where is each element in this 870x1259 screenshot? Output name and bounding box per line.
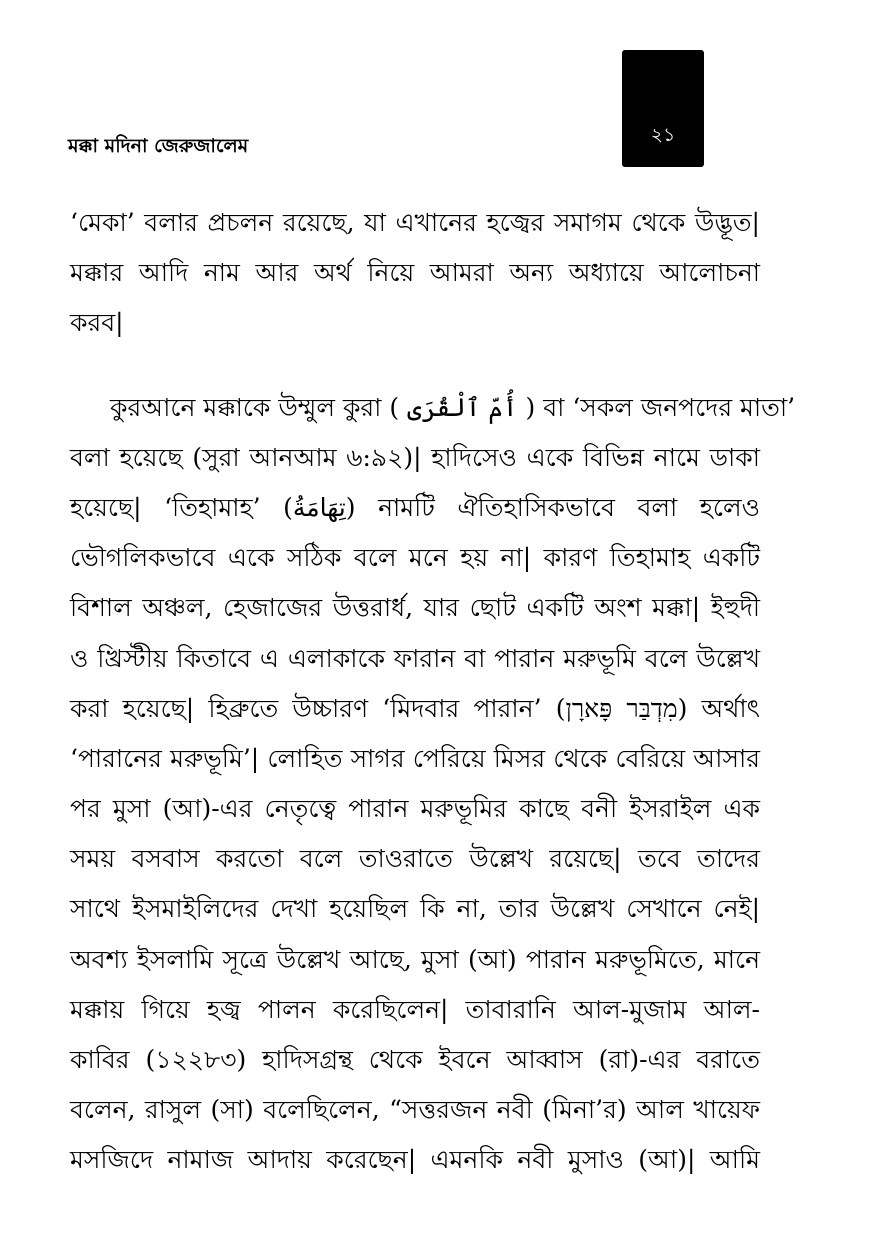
text-line: অবশ্য ইসলামি সূত্রে উল্লেখ আছে, মুসা (আ) পারান মরুভূমিতে, মানে — [70, 944, 760, 974]
paragraph-gap — [70, 349, 760, 383]
text-line: কুরআনে মক্কাকে উম্মুল কুরা ( أُمّ ٱلْقُرَى ) বা ‘সকল জনপদের মাতা’ — [110, 392, 796, 422]
text-line: হয়েছে| ‘তিহামাহ’ (تِهَامَةُ) নামটি ঐতিহাসিকভাবে বলা হলেও — [70, 492, 761, 522]
page-number: ২১ — [650, 124, 676, 146]
text-line: সাথে ইসমাইলিদের দেখা হয়েছিল কি না, তার উল্লেখ সেখানে নেই| — [70, 894, 760, 924]
paragraph — [70, 198, 760, 349]
running-title: মক্কা মদিনা জেরুজালেম — [68, 135, 249, 157]
text-line: পর মুসা (আ)-এর নেতৃত্বে পারান মরুভূমির কাছে বনী ইসরাইল এক — [70, 794, 760, 824]
text-line: ‘মেকা’ বলার প্রচলন রয়েছে, যা এখানের হজ্বের সমাগম থেকে উদ্ভূত| — [70, 208, 760, 237]
text-line: ভৌগলিকভাবে একে সঠিক বলে মনে হয় না| কারণ তিহামাহ একটি — [70, 543, 760, 573]
page-number-tab — [622, 50, 704, 167]
text-line: মসজিদে নামাজ আদায় করেছেন| এমনকি নবী মুসাও (আ)| আমি — [70, 1145, 760, 1175]
body-text — [70, 198, 796, 1186]
paragraph — [70, 383, 796, 1186]
text-line: কাবির (১২২৮৩) হাদিসগ্রন্থ থেকে ইবনে আব্বাস (রা)-এর বরাতে — [70, 1045, 760, 1074]
text-line: ‘পারানের মরুভূমি’| লোহিত সাগর পেরিয়ে মিসর থেকে বেরিয়ে আসার — [70, 743, 760, 773]
text-line: বলা হয়েছে (সুরা আনআম ৬:৯২)| হাদিসেও একে বিভিন্ন নামে ডাকা — [70, 442, 760, 472]
text-line: সময় বসবাস করতো বলে তাওরাতে উল্লেখ রয়েছে| তবে তাদের — [70, 844, 760, 874]
text-line: বিশাল অঞ্চল, হেজাজের উত্তরার্ধ, যার ছোট একটি অংশ মক্কা| ইহুদী — [70, 593, 760, 623]
text-line: ও খ্রিস্টীয় কিতাবে এ এলাকাকে ফারান বা পারান মরুভূমি বলে উল্লেখ — [70, 643, 760, 673]
text-line: করব| — [70, 308, 124, 338]
text-line: মক্কায় গিয়ে হজ্ব পালন করেছিলেন| তাবারানি আল-মুজাম আল- — [70, 994, 760, 1024]
text-line: মক্কার আদি নাম আর অর্থ নিয়ে আমরা অন্য অধ্যায়ে আলোচনা — [70, 258, 760, 288]
text-line: করা হয়েছে| হিব্রুতে উচ্চারণ ‘মিদবার পারান’ (מִדְבַּר פָּארָן) অর্থাৎ — [70, 693, 760, 723]
text-line: বলেন, রাসুল (সা) বলেছিলেন, “সত্তরজন নবী (মিনা’র) আল খায়েফ — [70, 1095, 760, 1125]
